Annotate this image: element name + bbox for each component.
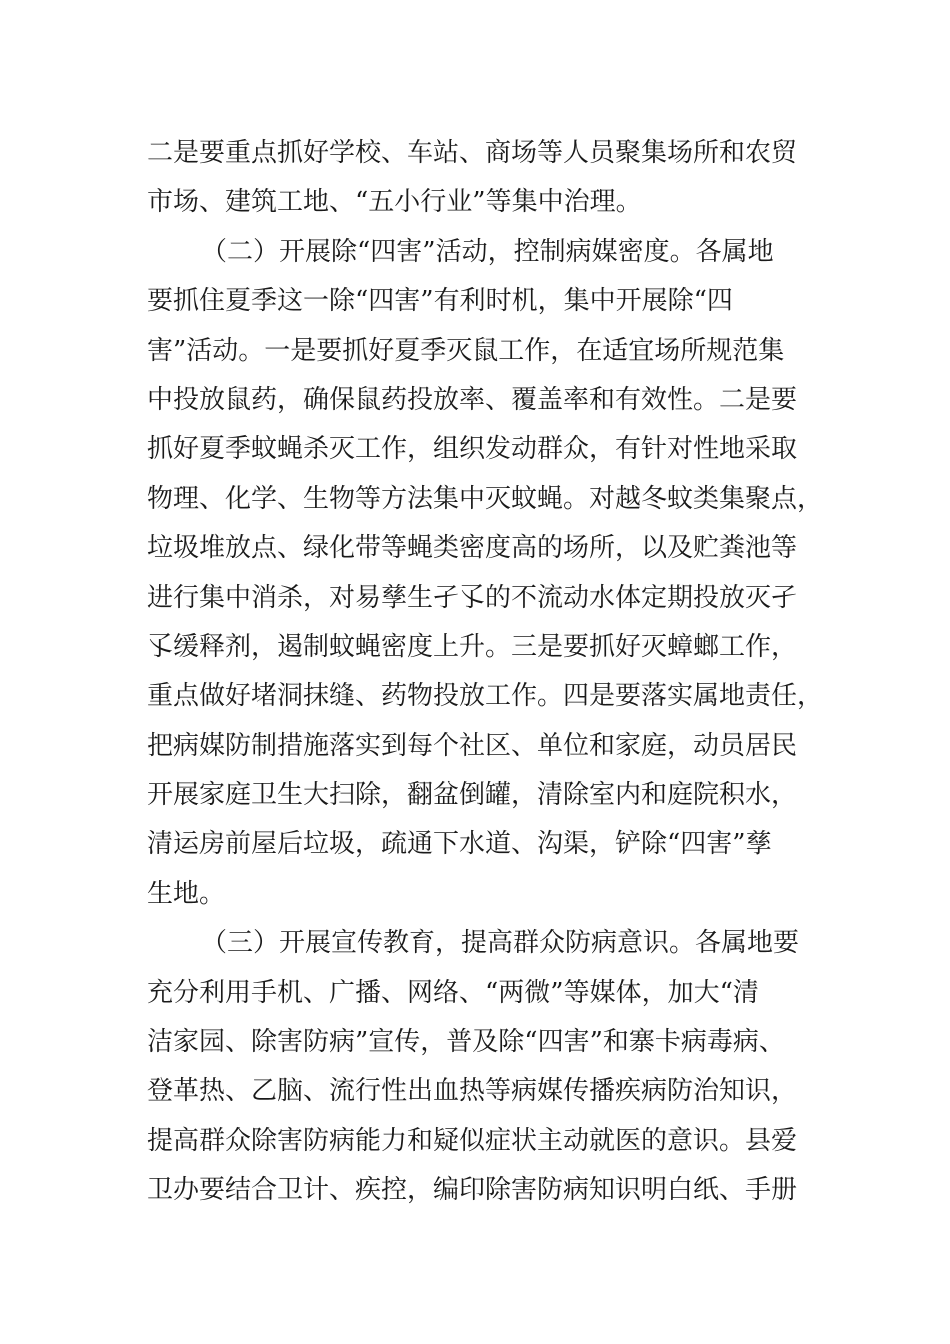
text-line: 要抓住夏季这一除“四害”有利时机，集中开展除“四 [147,286,733,317]
text-line: 孓缓释剂，遏制蚊蝇密度上升。三是要抓好灭蟑螂工作， [147,631,798,662]
text-line: 把病媒防制措施落实到每个社区、单位和家庭，动员居民 [147,730,798,761]
text-line: 登革热、乙脑、流行性出血热等病媒传播疾病防治知识， [147,1076,798,1107]
text-line: 开展家庭卫生大扫除，翻盆倒罐，清除室内和庭院积水， [147,780,798,811]
text-line: 提高群众除害防病能力和疑似症状主动就医的意识。县爱 [147,1125,798,1156]
text-line: （二）开展除“四害”活动，控制病媒密度。各属地 [201,236,774,267]
text-line: 抓好夏季蚊蝇杀灭工作，组织发动群众，有针对性地采取 [147,434,798,465]
text-line: 重点做好堵洞抹缝、药物投放工作。四是要落实属地责任， [147,681,824,712]
text-line: 洁家园、除害防病”宣传，普及除“四害”和寨卡病毒病、 [147,1027,785,1058]
text-line: 中投放鼠药，确保鼠药投放率、覆盖率和有效性。二是要 [147,384,798,415]
text-line: 垃圾堆放点、绿化带等蝇类密度高的场所，以及贮粪池等 [147,533,798,564]
text-line: 充分利用手机、广播、网络、“两微”等媒体，加大“清 [147,977,759,1008]
text-line: 清运房前屋后垃圾，疏通下水道、沟渠，铲除“四害”孳 [147,829,772,860]
text-line: 二是要重点抓好学校、车站、商场等人员聚集场所和农贸 [147,138,798,168]
text-line: 物理、化学、生物等方法集中灭蚊蝇。对越冬蚊类集聚点， [147,483,824,514]
text-line: 市场、建筑工地、“五小行业”等集中治理。 [147,187,642,218]
text-line: 卫办要结合卫计、疾控，编印除害防病知识明白纸、手册 [147,1175,798,1206]
document-body [147,129,824,1216]
text-line: 害”活动。一是要抓好夏季灭鼠工作，在适宜场所规范集 [147,335,785,366]
text-line: 生地。 [147,878,226,909]
text-line: （三）开展宣传教育，提高群众防病意识。各属地要 [201,928,800,959]
text-line: 进行集中消杀，对易孳生孑孓的不流动水体定期投放灭孑 [147,582,798,613]
